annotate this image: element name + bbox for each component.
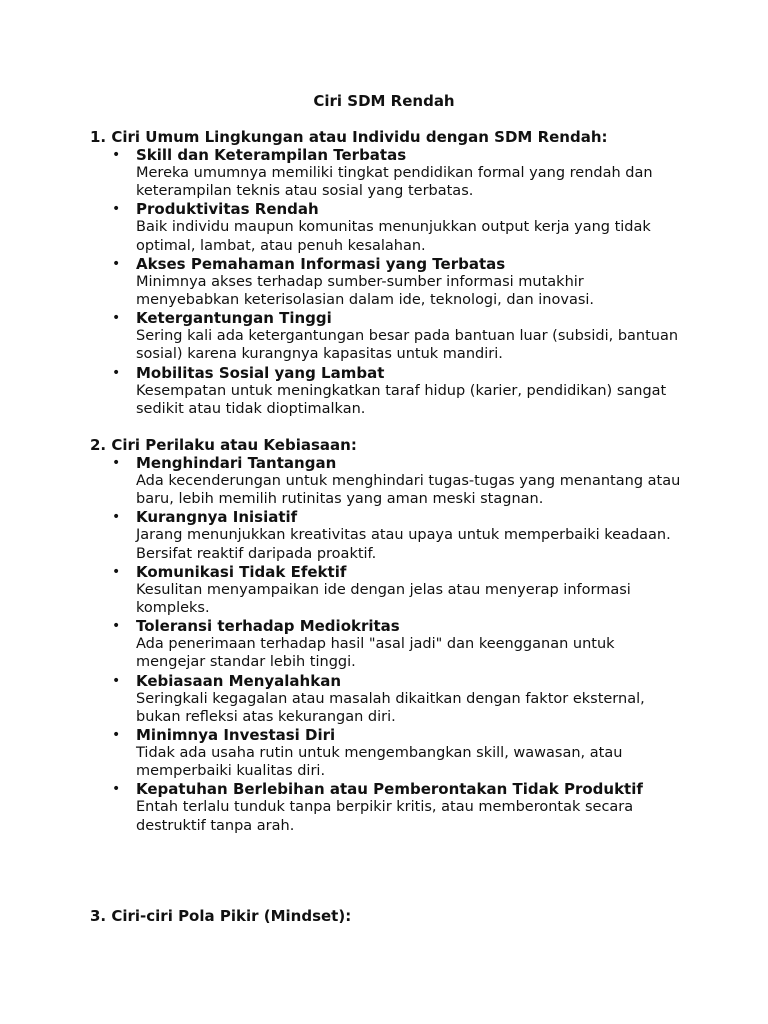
item-title: Kepatuhan Berlebihan atau Pemberontakan Tidak Produktif <box>136 780 643 799</box>
item-description: Mereka umumnya memiliki tingkat pendidikan formal yang rendah dan keterampilan teknis atau sosial yang terbatas. <box>136 165 653 200</box>
section-mindset-traits <box>90 907 690 925</box>
section-heading: 2. Ciri Perilaku atau Kebiasaan: <box>90 436 357 454</box>
bullet-icon: • <box>112 310 121 327</box>
item-description: Tidak ada usaha rutin untuk mengembangkan skill, wawasan, atau memperbaiki kualitas diri. <box>136 745 623 780</box>
list-item <box>90 780 690 834</box>
item-description: Entah terlalu tunduk tanpa berpikir kritis, atau memberontak secara destruktif tanpa arah. <box>136 799 634 834</box>
list-item <box>90 364 690 418</box>
list-item <box>90 309 690 363</box>
item-title: Ketergantungan Tinggi <box>136 309 332 328</box>
item-description: Kesulitan menyampaikan ide dengan jelas atau menyerap informasi kompleks. <box>136 581 631 617</box>
bullet-icon: • <box>112 255 121 272</box>
item-description: Ada penerimaan terhadap hasil "asal jadi" dan keengganan untuk mengejar standar lebih tinggi. <box>136 636 615 671</box>
item-description: Baik individu maupun komunitas menunjukkan output kerja yang tidak optimal, lambat, atau penuh kesalahan. <box>136 219 651 254</box>
list-item <box>90 508 690 562</box>
list-item <box>90 200 690 254</box>
list-item <box>90 146 690 200</box>
document-title: Ciri SDM Rendah <box>313 92 455 110</box>
bullet-icon: • <box>112 201 121 218</box>
item-title: Akses Pemahaman Informasi yang Terbatas <box>136 254 506 273</box>
item-title: Skill dan Keterampilan Terbatas <box>136 146 407 164</box>
trait-list <box>90 146 690 418</box>
section-heading: 1. Ciri Umum Lingkungan atau Individu dengan SDM Rendah: <box>90 128 608 146</box>
item-title: Kebiasaan Menyalahkan <box>136 671 342 690</box>
bullet-icon: • <box>112 672 121 689</box>
item-description: Seringkali kegagalan atau masalah dikaitkan dengan faktor eksternal, bukan refleksi atas kekurangan diri. <box>136 690 645 725</box>
item-title: Produktivitas Rendah <box>136 200 319 219</box>
bullet-icon: • <box>112 618 121 635</box>
list-item <box>90 726 690 780</box>
item-description: Sering kali ada ketergantungan besar pada bantuan luar (subsidi, bantuan sosial) karena kurangnya kapasitas untuk mandiri. <box>136 328 679 363</box>
item-title: Komunikasi Tidak Efektif <box>136 562 347 581</box>
item-description: Minimnya akses terhadap sumber-sumber informasi mutakhir menyebabkan keterisolasian dalam ide, teknologi, dan inovasi. <box>136 273 595 309</box>
item-description: Kesempatan untuk meningkatkan taraf hidup (karier, pendidikan) sangat sedikit atau tidak dioptimalkan. <box>136 382 667 417</box>
list-item <box>90 255 690 309</box>
list-item <box>90 617 690 671</box>
section-general-traits <box>90 128 690 418</box>
item-title: Toleransi terhadap Mediokritas <box>136 617 400 636</box>
bullet-icon: • <box>112 147 121 163</box>
item-description: Jarang menunjukkan kreativitas atau upaya untuk memperbaiki keadaan. Bersifat reaktif daripada proaktif. <box>136 527 671 562</box>
section-heading: 3. Ciri-ciri Pola Pikir (Mindset): <box>90 907 352 925</box>
item-title: Mobilitas Sosial yang Lambat <box>136 363 385 382</box>
list-item <box>90 454 690 508</box>
list-item <box>90 672 690 726</box>
section-behavior-traits <box>90 436 690 835</box>
item-description: Ada kecenderungan untuk menghindari tugas-tugas yang menantang atau baru, lebih memilih rutinitas yang aman meski stagnan. <box>136 473 681 508</box>
bullet-icon: • <box>112 727 121 744</box>
bullet-icon: • <box>112 509 121 526</box>
bullet-icon: • <box>112 364 121 381</box>
list-item <box>90 563 690 617</box>
behavior-list <box>90 454 690 835</box>
bullet-icon: • <box>112 563 121 580</box>
bullet-icon: • <box>112 455 121 471</box>
item-title: Menghindari Tantangan <box>136 454 337 472</box>
item-title: Minimnya Investasi Diri <box>136 726 336 745</box>
bullet-icon: • <box>112 781 121 798</box>
item-title: Kurangnya Inisiatif <box>136 508 298 527</box>
